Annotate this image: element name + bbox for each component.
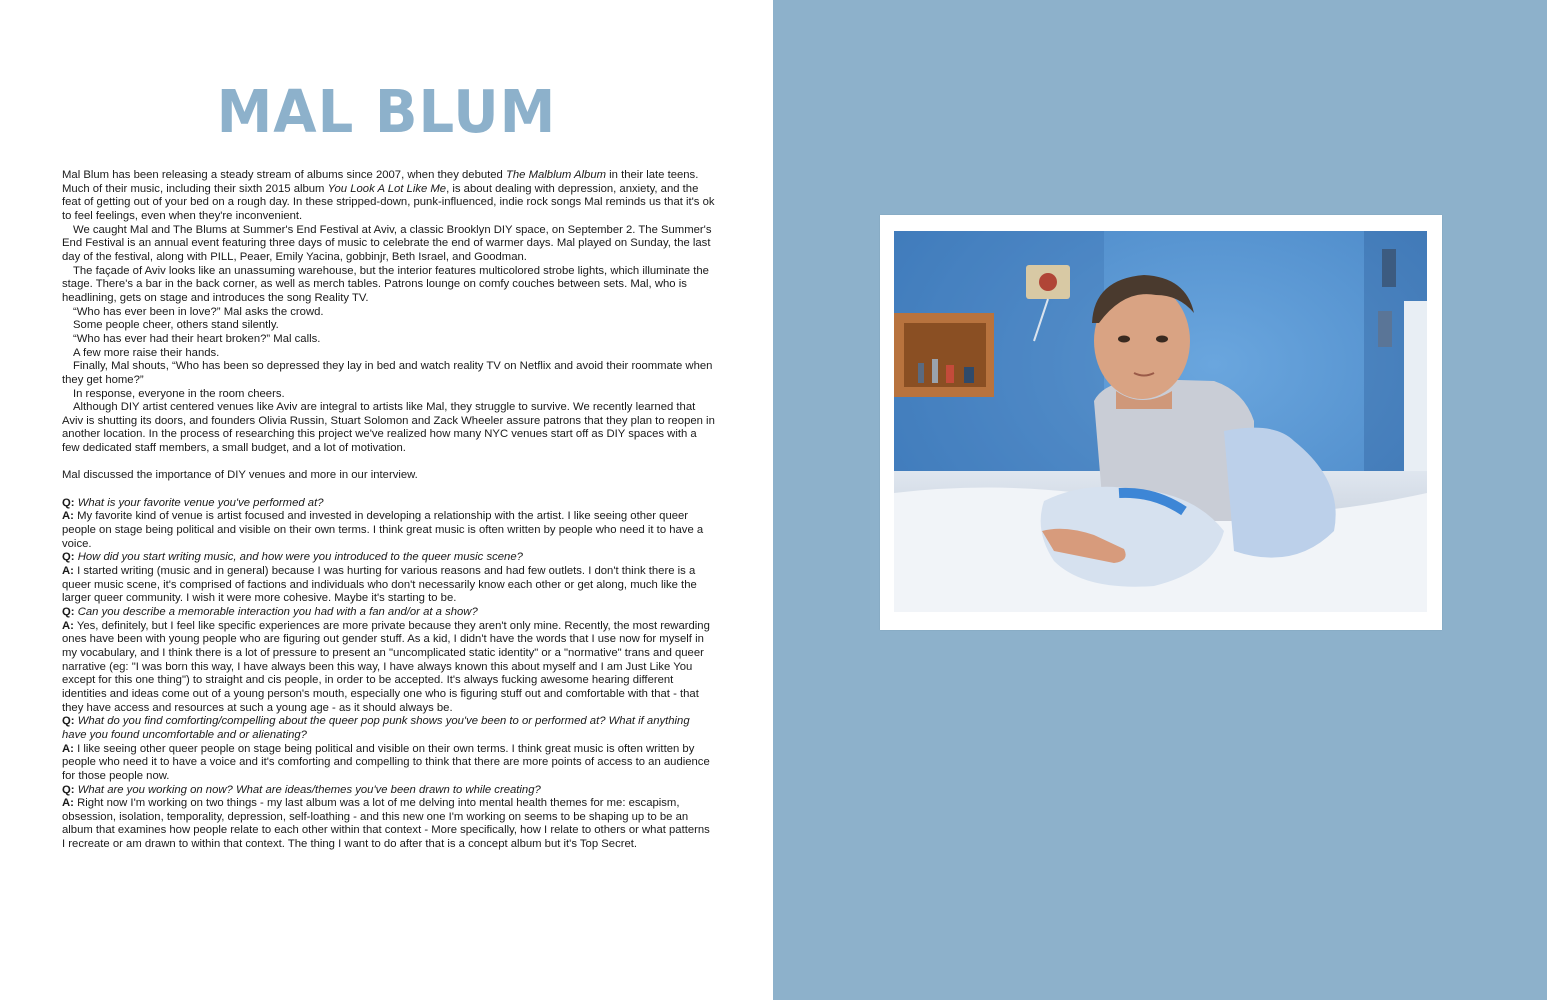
question-text: What is your favorite venue you've performed at?	[77, 496, 324, 509]
answer-text: My favorite kind of venue is artist focused and invested in developing a relationship with the artist. I like seeing other queer people on stage being political and visible on their own terms. I think great music is often written by people who need it to have a voice.	[62, 510, 704, 550]
intro-text: , is about dealing with depression, anxiety, and the feat of getting out of your bed on a rough day. In these stripped-down, punk-influenced, indie rock songs Mal reminds us that it's ok to feel feelings, even when they're inconvenient.	[62, 182, 715, 222]
body-paragraph: Finally, Mal shouts, “Who has been so depressed they lay in bed and watch reality TV on Netflix and avoid their roommate when they get home?”	[62, 360, 713, 386]
question-label: Q:	[62, 496, 75, 509]
answer-text: I like seeing other queer people on stage being political and visible on their own terms. I think great music is often written by people who need it to have a voice and it's comforting and compelling to think that there are more points of access to an audience for those people now.	[62, 742, 710, 782]
answer	[62, 797, 716, 852]
article-body	[62, 169, 716, 852]
answer-text: Yes, definitely, but I feel like specific experiences are more private because they aren't only mine. Recently, the most rewarding ones have been with young people who are figuring out gender stuff. As a kid, I didn't have the words that I use now for myself in my vocabulary, and I think there is a lot of pressure to present an "uncomplicated static identity" or a "normative" trans and queer narrative (eg: "I was born this way, I have always been this way, I have always known this about myself and I am Just Like You except for this one thing") to straight and cis people, in order to be accepted. It's always fucking awesome hearing different identities and ideas come out of a young person's mouth, especially one who is figuring stuff out and comfortable with that - that they have access and resources at such a young age - as it should always be.	[62, 619, 710, 714]
question-label: Q:	[62, 715, 75, 728]
photo-frame	[880, 215, 1442, 630]
body-paragraph: We caught Mal and The Blums at Summer's End Festival at Aviv, a classic Brooklyn DIY space, on September 2. The Summer's End Festival is an annual event featuring three days of music to celebrate the end of warmer days. Mal played on Sunday, the last day of the festival, along with PILL, Peaer, Emily Yacina, gobbinjr, Beth Israel, and Goodman.	[62, 223, 712, 263]
answer-text: I started writing (music and in general) because I was hurting for various reasons and had few outlets. I don't think there is a queer music scene, it's comprised of factions and individuals who don't necessarily know each other or get along, much like the larger queer community. I wish it were more cohesive. Maybe it's starting to be.	[62, 565, 697, 605]
body-paragraph: In response, everyone in the room cheers.	[73, 387, 285, 400]
intro-text: in their late teens. Much of their music, including their sixth 2015 album	[62, 169, 699, 195]
portrait-photo	[894, 231, 1427, 612]
question-label: Q:	[62, 551, 75, 564]
answer	[62, 510, 716, 551]
intro-paragraph	[62, 169, 716, 224]
answer-text: Right now I'm working on two things - my last album was a lot of me delving into mental health themes for me: escapism, obsession, isolation, temporality, depression, self-loathing - and this new one I'm working on seems to be shaping up to be an album that examines how people relate to each other within that context - More specifically, how I relate to others or what patterns I recreate or am drawn to within that context. The thing I want to do after that is a concept album but it's Top Secret.	[62, 797, 710, 851]
question	[62, 715, 716, 742]
body-paragraph: Some people cheer, others stand silently.	[73, 319, 279, 332]
question-text: Can you describe a memorable interaction you had with a fan and/or at a show?	[77, 605, 478, 618]
intro-text: Mal Blum has been releasing a steady stream of albums since 2007, when they debuted	[62, 169, 506, 181]
answer-label: A:	[62, 797, 74, 810]
body-paragraph: “Who has ever been in love?” Mal asks the crowd.	[73, 305, 324, 318]
body-paragraph: A few more raise their hands.	[73, 346, 220, 359]
left-page	[0, 0, 773, 1000]
answer-label: A:	[62, 619, 74, 632]
answer-label: A:	[62, 742, 74, 755]
article-title: MAL BLUM	[216, 78, 557, 147]
question	[62, 497, 716, 511]
answer	[62, 620, 716, 716]
question-label: Q:	[62, 783, 75, 796]
body-paragraph: Although DIY artist centered venues like Aviv are integral to artists like Mal, they struggle to survive. We recently learned that Aviv is shutting its doors, and founders Olivia Russin, Stuart Solomon and Zack Wheeler assure patrons that they plan to reopen in another location. In the process of researching this project we've realized how many NYC venues start off as DIY spaces with a few dedicated staff members, a small budget, and a lot of motivation.	[62, 401, 715, 455]
answer-label: A:	[62, 510, 74, 523]
question	[62, 606, 716, 620]
question-label: Q:	[62, 605, 75, 618]
question-text: What do you find comforting/compelling about the queer pop punk shows you've been to or performed at? What if anything have you found uncomfortable and or alienating?	[62, 715, 690, 741]
question	[62, 784, 716, 798]
question-text: How did you start writing music, and how were you introduced to the queer music scene?	[77, 551, 523, 564]
answer	[62, 743, 716, 784]
answer-label: A:	[62, 565, 74, 577]
body-paragraph: Mal discussed the importance of DIY venues and more in our interview.	[62, 469, 418, 482]
question-text: What are you working on now? What are ideas/themes you've been drawn to while creating?	[77, 783, 541, 796]
body-paragraph: “Who has ever had their heart broken?” Mal calls.	[73, 332, 321, 345]
portrait-illustration	[894, 231, 1427, 612]
question	[62, 551, 716, 565]
album-title: The Malblum Album	[505, 169, 607, 181]
album-title: You Look A Lot Like Me	[327, 182, 447, 195]
body-paragraph: The façade of Aviv looks like an unassuming warehouse, but the interior features multicolored strobe lights, which illuminate the stage. There's a bar in the back corner, as well as merch tables. Patrons lounge on comfy couches between sets. Mal, who is headlining, gets on stage and introduces the song Reality TV.	[62, 264, 709, 304]
answer	[62, 565, 716, 606]
